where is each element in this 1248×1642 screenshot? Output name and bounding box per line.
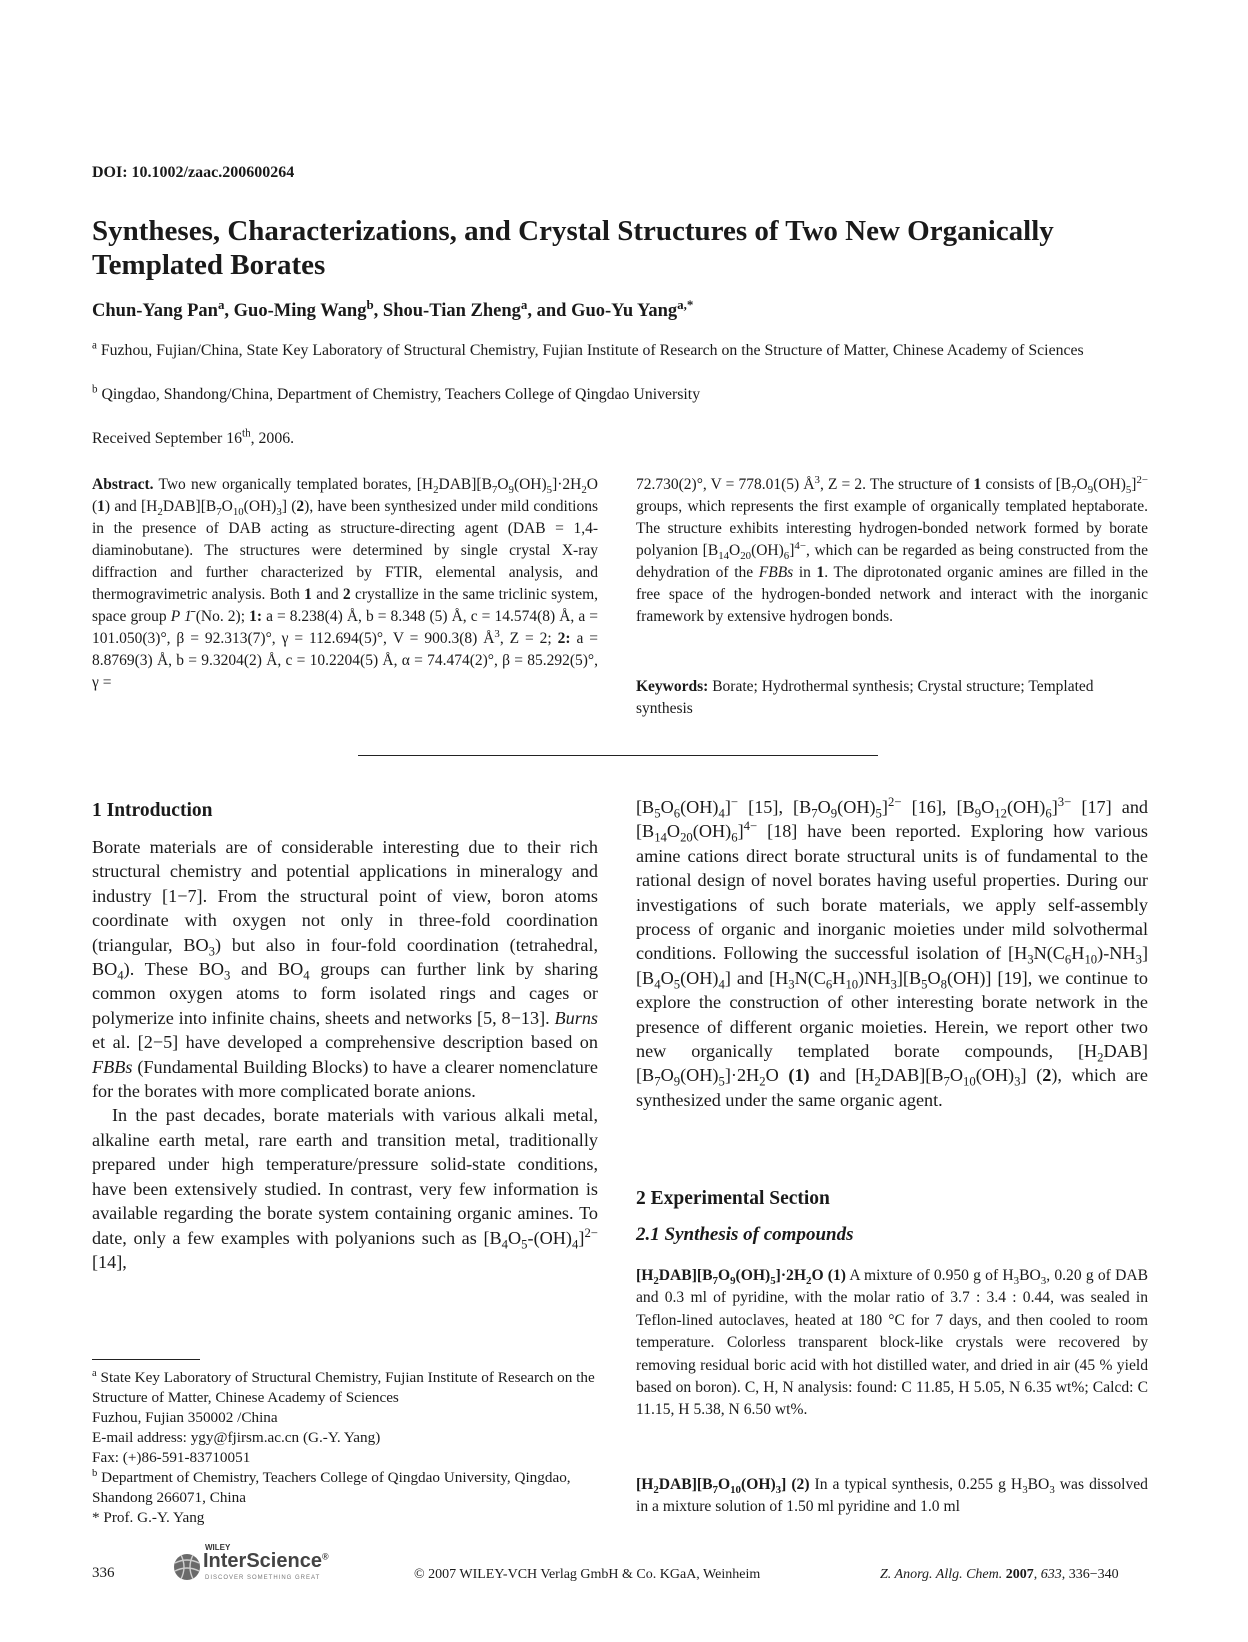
body-text: et al. [2−5] have developed a comprehensive description based on <box>92 1032 598 1053</box>
body-text: groups can further link by sharing common oxygen atoms to form isolated rings and cages or polymerize into infinite chains, sheets and networks [5, 8−13]. <box>92 959 599 1028</box>
author-list <box>92 296 694 322</box>
compound-number: 1 <box>832 1267 841 1284</box>
doi: DOI: 10.1002/zaac.200600264 <box>92 164 295 181</box>
body-text: -(OH) <box>527 1227 572 1248</box>
interscience-logo <box>165 1543 345 1587</box>
compound-number: 2 <box>296 498 305 515</box>
title-line: Templated Borates <box>92 249 326 281</box>
footnote-fax: Fax: (+)86-591-83710051 <box>92 1449 251 1466</box>
abstract-text: , which can be regarded as being constructed from the dehydration of the <box>636 542 1149 581</box>
abstract-text: groups, which represents the first example of organically templated heptaborate. The structure exhibits interesting hydrogen-bonded network formed by borate polyanion <box>636 498 1148 559</box>
article-title <box>92 214 1172 282</box>
abstract-text: crystallize in the same triclinic system, space group <box>92 586 599 625</box>
abstract-divider <box>358 755 878 756</box>
body-text: [16], [B <box>911 797 975 817</box>
affiliation-mark: a <box>92 339 97 352</box>
paragraph: Borate materials are of considerable interesting due to their rich structural chemistry and potential applications in mineralogy and industry [1−7]. From the structural point of view, boron atoms coordinate with oxygen not only in three-fold coordination (triangular, $BO_3$) but also in four-fold coordination (tetrahedral, $BO_4$). These $BO_3$ and $BO_4$ groups can further link by sharing common oxygen atoms to form isolated rings and cages or polymerize into infinite chains, sheets and networks [5, 8−13]. Burns et al. [2−5] have developed a comprehensive description based on FBBs (Fundamental Building Blocks) to have a clearer nomenclature for the borates with more complicated borate anions. <box>92 837 599 1102</box>
abstract-text: consists of <box>985 476 1052 493</box>
footnotes <box>92 1368 612 1528</box>
compound-number: 2: <box>557 630 571 647</box>
body-text: In a typical synthesis, 0.255 g H <box>814 1476 1023 1493</box>
paragraph: $[B_5O_6(OH)_4]^-$ [15], $[B_7O_9(OH)_5]^{2-}$ [16], $[B_9O_{12}(OH)_6]^{3-}$ [17] and $[B_{14}O_{20}(OH)_6]^{4-}$ [18] have been reported. Exploring how various amine cations direct borate structural units is of fundamental to the rational design of novel borates having useful properties. During our investigations of such borate materials, we apply self-assembly process of organic and inorganic moieties under mild solvothermal conditions. Following the successful isolation of $[H_3N(C_6H_{10})-NH_3][B_4O_5(OH)_4]$ and $[H_3N(C_6H_{10})NH_3][B_5O_8(OH)]$ [19], we continue to explore the construction of other interesting borate network in the presence of different organic moieties. Herein, we report other two new organically templated borate compounds, $[H_2DAB][B_7O_9(OH)_5]\cdot 2H_2O$ (1) and $[H_2DAB][B_7O_{10}(OH)_3]$ (2), which are synthesized under the same organic agent. <box>636 794 1149 1110</box>
section-heading: 2 Experimental Section <box>636 1188 830 1209</box>
affiliation-text: Qingdao, Shandong/China, Department of Chemistry, Teachers College of Qingdao University <box>101 386 701 403</box>
logo-wiley-text: WILEY <box>205 1543 231 1552</box>
compound-number: 1 <box>973 476 982 493</box>
logo-registered-mark: ® <box>321 1551 329 1562</box>
journal-volume: 633 <box>1040 1567 1062 1582</box>
footnote <box>92 1368 612 1408</box>
body-text: [15], [B <box>748 797 812 817</box>
body-text: (Fundamental Building Blocks) to have a clearer nomenclature for the borates with more complicated borate anions. <box>92 1056 598 1102</box>
author-reference: Burns <box>554 1007 598 1028</box>
affiliation-a <box>92 340 1152 362</box>
separator: , <box>224 301 234 321</box>
compound-number: 2 <box>796 1476 805 1493</box>
journal-citation: Z. Anorg. Allg. Chem. 2007, 633, 336−340 <box>880 1567 1119 1582</box>
title-line: Syntheses, Characterizations, and Crystal Structures of Two New Organically <box>92 215 1054 247</box>
affiliation-mark: a <box>520 296 528 312</box>
body-text: [14], <box>92 1251 127 1272</box>
body-text: [19], we continue to explore the construction of other interesting borate network in the presence of different organic moieties. Herein, we report other two new organically templated borate compounds, <box>636 967 1148 1062</box>
body-text: In the past decades, borate materials with various alkali metal, alkaline earth metal, rare earth and transition metal, traditionally prepared under high temperature/pressure solid-state conditions, have been extensively studied. In contrast, very few information is available regarding the borate system containing organic amines. To date, only a few examples with polyanions such as [B <box>92 1105 598 1248</box>
space-group: P 1̄ <box>170 608 192 625</box>
abstract-text: have been synthesized under mild conditions in the presence of DAB acting as structure-directing agent (DAB = 1,4-diaminobutane). The structures were determined by single crystal X-ray diffraction and further characterized by FTIR, elemental analysis, and thermogravimetric analysis. Both <box>92 498 598 603</box>
body-text: A mixture of 0.950 g of H <box>849 1267 1014 1284</box>
body-text: and BO <box>241 959 304 980</box>
separator: , and <box>527 301 572 321</box>
logo-wordmark <box>203 1550 329 1573</box>
received-date <box>92 427 295 448</box>
footnote <box>92 1468 612 1508</box>
synthesis-compound-1: $[H_2DAB][B_7O_9(OH)_5]\cdot 2H_2O$ (1) A mixture of 0.950 g of $H_3BO_3$, 0.20 g of DAB and 0.3 ml of pyridine, with the molar ratio of 3.7 : 3.4 : 0.44, was sealed in Teflon-lined autoclaves, heated at 180 °C for 7 days, and then cooled to room temperature. Colorless transparent block-like crystals were recovered by removing residual boric acid with hot distilled water, and dried in air (45 % yield based on boron). C, H, N analysis: found: C 11.85, H 5.05, N 6.35 wt%; Calcd: C 11.15, H 5.38, N 6.50 wt%. <box>636 1267 1148 1419</box>
corresponding-author: * Prof. G.-Y. Yang <box>92 1509 205 1526</box>
footnote-divider <box>92 1359 200 1360</box>
compound-number: 1 <box>816 564 825 581</box>
body-text: and [H <box>736 967 789 988</box>
body-text: was dissolved in a mixture solution of 1.50 ml pyridine and 1.0 ml <box>636 1476 1148 1516</box>
body-text: which are synthesized under the same organic agent. <box>636 1065 1149 1110</box>
compound-number: 2 <box>1042 1065 1052 1086</box>
logo-tagline: DISCOVER SOMETHING GREAT <box>205 1575 321 1581</box>
compound-number: 2 <box>342 586 351 603</box>
abstract-right-column: 72.730(2)°, V = 778.01(5) $Å^3$, Z = 2. The structure of 1 consists of $[B_7O_9(OH)_5]^{2-}$ groups, which represents the first example of organically templated heptaborate. The structure exhibits interesting hydrogen-bonded network formed by borate polyanion $[B_{14}O_{20}(OH)_6]^{4-}$, which can be regarded as being constructed from the dehydration of the FBBs in 1. The diprotonated organic amines are filled in the free space of the hydrogen-bonded network and interact with the inorganic framework by extensive hydrogen bonds. <box>636 473 1149 625</box>
body-text: , 0.20 g of DAB and 0.3 ml of pyridine, with the molar ratio of 3.7 : 3.4 : 0.44, was sealed in Teflon-lined autoclaves, heated at 180 °C for 7 days, and then cooled to room temperature. Colorless transparent block-like crystals were recovered by removing residual boric acid with hot distilled water, and dried in air (45 % yield based on boron). C, H, N analysis: found: C 11.85, H 5.05, N 6.35 wt%; Calcd: C 11.15, H 5.38, N 6.50 wt%. <box>636 1267 1148 1419</box>
abstract-text: a = 8.238(4) Å, b = 8.348 (5) Å, c = 14.574(8) Å, a = 101.050(3)°, β = 92.313(7)°, γ = 112.694(5)°, V = 900.3(8) Å <box>92 608 599 647</box>
body-text: [17] and [B <box>636 797 1149 842</box>
compound-number: 1 <box>97 498 105 515</box>
affiliation-text: Fuzhou, Fujian/China, State Key Laboratory of Structural Chemistry, Fujian Institute of Research on the Structure of Matter, Chinese Academy of Sciences <box>100 342 1084 359</box>
affiliation-mark: b <box>366 296 374 312</box>
body-text: Borate materials are of considerable interesting due to their rich structural chemistry and potential applications in mineralogy and industry [1−7]. From the structural point of view, boron atoms coordinate with oxygen not only in three-fold coordination (triangular, BO <box>92 837 598 955</box>
page-number: 336 <box>92 1565 115 1581</box>
author-name: Guo-Yu Yang <box>571 301 678 321</box>
received-text: Received September 16 <box>92 430 243 447</box>
abstract-text: a = 8.8769(3) Å, b = 9.3204(2) Å, c = 10.2204(5) Å, α = 74.474(2)°, β = 85.292(5)°, γ = <box>92 630 599 691</box>
body-text: ). These BO <box>123 959 224 980</box>
intro-left-column <box>92 835 598 1274</box>
affiliation-b <box>92 384 1152 406</box>
received-text: , 2006. <box>250 430 295 447</box>
abstract-text: in <box>798 564 811 581</box>
abstract-text: Two new organically templated borates, <box>158 476 412 493</box>
compound-number: 1 <box>794 1065 804 1086</box>
abstract-text: , Z = 2; <box>499 630 552 647</box>
abstract-text: and <box>316 586 339 603</box>
body-text: [18] have been reported. Exploring how various amine cations direct borate structural units is of fundamental to the rational design of novel borates having useful properties. During our investigations of such borate materials, we apply self-assembly process of organic and inorganic moieties under mild solvothermal conditions. Following the successful isolation of [H <box>636 821 1148 964</box>
compound-number: 1: <box>249 608 263 625</box>
compound-number: 1 <box>304 586 312 603</box>
affiliation-mark: b <box>92 1467 98 1479</box>
logo-main-text: InterScience <box>203 1550 322 1572</box>
synthesis-compound-2: $[H_2DAB][B_7O_{10}(OH)_3]$ (2) In a typical synthesis, 0.255 g $H_3BO_3$ was dissolved in a mixture solution of 1.50 ml pyridine and 1.0 ml <box>636 1476 1148 1516</box>
abstract-left-column: Abstract. Two new organically templated borates, $[H_2DAB][B_7O_9(OH)_5]\cdot 2H_2O$ (1) and $[H_2DAB][B_7O_{10}(OH)_3]$ (2), have been synthesized under mild conditions in the presence of DAB acting as structure-directing agent (DAB = 1,4-diaminobutane). The structures were determined by single crystal X-ray diffraction and further characterized by FTIR, elemental analysis, and thermogravimetric analysis. Both 1 and 2 crystallize in the same triclinic system, space group P 1̄ (No. 2); 1: a = 8.238(4) Å, b = 8.348 (5) Å, c = 14.574(8) Å, a = 101.050(3)°, β = 92.313(7)°, γ = 112.694(5)°, V = 900.3(8) $Å^3$, Z = 2; 2: a = 8.8769(3) Å, b = 9.3204(2) Å, c = 10.2204(5) Å, α = 74.474(2)°, β = 85.292(5)°, γ = <box>92 476 599 691</box>
abstract-text: . The diprotonated organic amines are filled in the free space of the hydrogen-bonded network and interact with the inorganic framework by extensive hydrogen bonds. <box>636 564 1149 625</box>
separator: , <box>373 301 383 321</box>
footnote-text: Department of Chemistry, Teachers College of Qingdao University, Qingdao, Shandong 266071, China <box>92 1469 571 1506</box>
author-name: Guo-Ming Wang <box>233 301 367 321</box>
paragraph: In the past decades, borate materials with various alkali metal, alkaline earth metal, rare earth and transition metal, traditionally prepared under high temperature/pressure solid-state conditions, have been extensively studied. In contrast, very few information is available regarding the borate system containing organic amines. To date, only a few examples with polyanions such as $[B_4O_5-(OH)_4]^{2-}$ [14], <box>92 1105 598 1272</box>
journal-year: 2007 <box>1005 1567 1034 1582</box>
keywords-text: Borate; Hydrothermal synthesis; Crystal structure; Templated synthesis <box>636 678 1094 717</box>
author-name: Chun-Yang Pan <box>92 301 218 321</box>
subsection-heading: 2.1 Synthesis of compounds <box>636 1224 854 1245</box>
keywords-label: Keywords: <box>636 678 709 695</box>
footnote-text: State Key Laboratory of Structural Chemistry, Fujian Institute of Research on the Structure of Matter, Chinese Academy of Sciences <box>92 1369 595 1406</box>
ordinal-suffix: th <box>242 427 251 440</box>
abstract-text: 72.730(2)°, V = 778.01(5) Å <box>636 476 815 493</box>
copyright: © 2007 WILEY-VCH Verlag GmbH & Co. KGaA, Weinheim <box>414 1567 761 1582</box>
affiliation-mark: a <box>217 296 225 312</box>
affiliation-mark: a <box>92 1367 97 1379</box>
affiliation-mark: a,* <box>677 296 694 312</box>
journal-pages: , 336−340 <box>1061 1567 1119 1582</box>
footnote-line: Fuzhou, Fujian 350002 /China <box>92 1409 278 1426</box>
abbreviation: FBBs <box>92 1056 133 1077</box>
abstract-text: and <box>114 498 137 515</box>
affiliation-mark: b <box>92 383 98 396</box>
keywords <box>636 676 1148 720</box>
abstract-label: Abstract. <box>92 476 154 493</box>
body-text: ) but also in four-fold coordination (tetrahedral, BO <box>92 934 598 980</box>
body-text: and <box>819 1065 846 1086</box>
journal-name: Z. Anorg. Allg. Chem. <box>880 1567 1003 1582</box>
abbreviation: FBBs <box>758 564 794 581</box>
section-heading: 1 Introduction <box>92 800 213 821</box>
abstract-text: , Z = 2. The structure of <box>819 476 970 493</box>
abstract-text: (No. 2); <box>195 608 246 625</box>
author-name: Shou-Tian Zheng <box>382 301 521 321</box>
footnote-email: E-mail address: ygy@fjirsm.ac.cn (G.-Y. Yang) <box>92 1429 381 1446</box>
intro-right-column <box>636 795 1148 1112</box>
